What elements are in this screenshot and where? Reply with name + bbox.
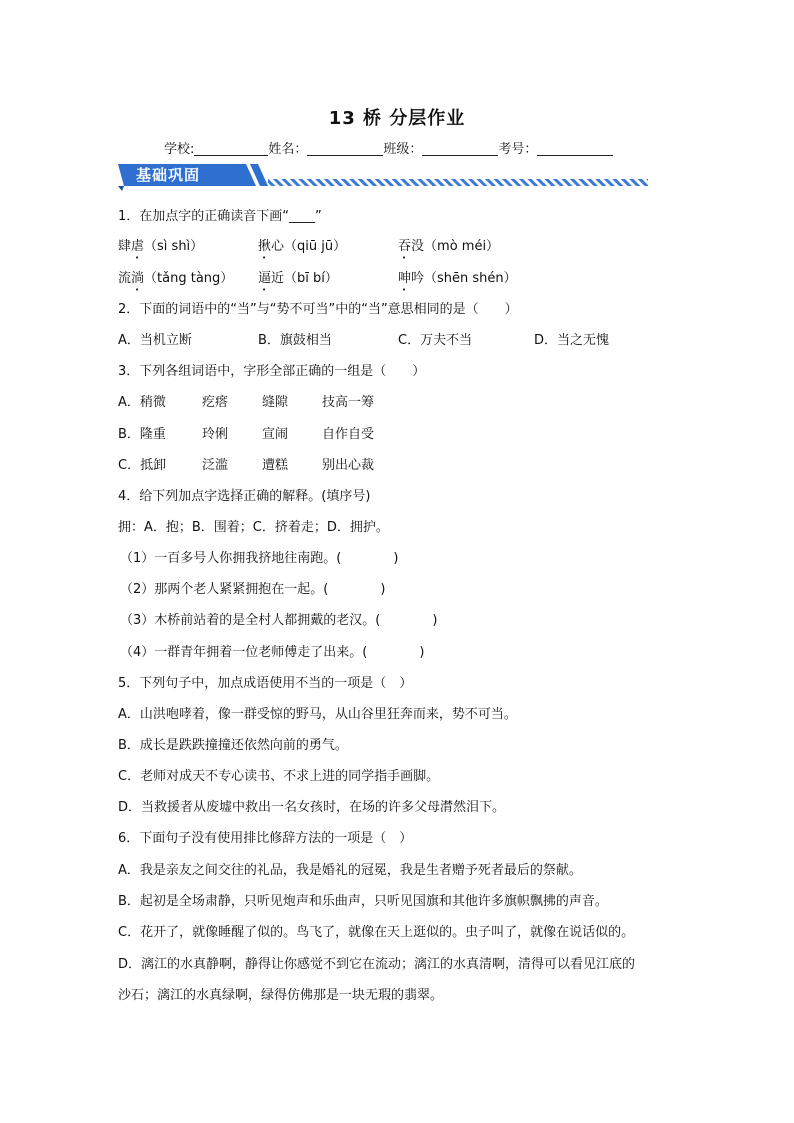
q1-item: 吞没（mò méi）	[398, 239, 500, 254]
q5-option-b[interactable]: B．成长是跌跌撞撞还依然向前的勇气。	[118, 738, 348, 753]
q3-word: B．隆重	[118, 427, 166, 442]
q1-item: 肆虐（sì shì）	[118, 239, 204, 254]
q1-item: 揪心（qiū jū）	[258, 239, 347, 254]
q2-option-a[interactable]: A．当机立断	[118, 333, 192, 348]
name-label: 姓名：	[268, 142, 308, 157]
q3-word: 缝隙	[262, 395, 289, 410]
q6-option-a[interactable]: A．我是亲友之间交往的礼品，我是婚礼的冠冕，我是生者赠予死者最后的祭献。	[118, 863, 582, 878]
q4-stem: 4．给下列加点字选择正确的解释。(填序号)	[118, 489, 371, 504]
name-field[interactable]	[307, 141, 383, 156]
q3-word: C．抵卸	[118, 458, 167, 473]
q6-option-b[interactable]: B．起初是全场肃静，只听见炮声和乐曲声，只听见国旗和其他许多旗帜飘拂的声音。	[118, 894, 608, 909]
page-title: 13 桥 分层作业	[328, 108, 466, 129]
q2-option-c[interactable]: C．万夫不当	[398, 333, 473, 348]
q4-item-2[interactable]: （2）那两个老人紧紧拥抱在一起。( )	[120, 582, 386, 597]
q2-stem: 2．下面的词语中的“当”与“势不可当”中的“当”意思相同的是（ ）	[118, 302, 518, 317]
q2-option-b[interactable]: B．旗鼓相当	[258, 333, 332, 348]
q5-stem: 5．下列句子中，加点成语使用不当的一项是（ ）	[118, 676, 413, 691]
q3-word: 技高一筹	[322, 395, 375, 410]
q3-word: 自作自受	[322, 427, 375, 442]
q3-word: A．稍微	[118, 395, 166, 410]
school-label: 学校:	[164, 142, 195, 157]
q3-word: 别出心裁	[322, 458, 375, 473]
q4-item-4[interactable]: （4）一群青年拥着一位老师傅走了出来。( )	[120, 645, 425, 660]
q6-stem: 6．下面句子没有使用排比修辞方法的一项是（ ）	[118, 831, 413, 846]
q3-word: 疙瘩	[202, 395, 229, 410]
q1-stem: 1．在加点字的正确读音下画“____”	[118, 209, 322, 224]
q6-option-d-continued: 沙石；漓江的水真绿啊，绿得仿佛那是一块无瑕的翡翠。	[118, 988, 444, 1003]
q6-option-d[interactable]: D．漓江的水真静啊，静得让你感觉不到它在流动；漓江的水真清啊，清得可以看见江底的	[118, 957, 636, 972]
q4-item-3[interactable]: （3）木桥前站着的是全村人都拥戴的老汉。( )	[120, 613, 438, 628]
student-info-line	[164, 138, 613, 157]
q5-option-a[interactable]: A．山洪咆哮着，像一群受惊的野马，从山谷里狂奔而来，势不可当。	[118, 707, 517, 722]
exam-number-field[interactable]	[537, 141, 613, 156]
q1-item: 逼近（bī bí）	[258, 271, 338, 286]
q5-option-d[interactable]: D．当救援者从废墟中救出一名女孩时，在场的许多父母潸然泪下。	[118, 800, 506, 815]
q3-word: 遭糕	[262, 458, 289, 473]
q6-option-c[interactable]: C．花开了，就像睡醒了似的。鸟飞了，就像在天上逛似的。虫子叫了，就像在说话似的。	[118, 925, 635, 940]
q3-word: 宣闹	[262, 427, 289, 442]
q4-item-1[interactable]: （1）一百多号人你拥我挤地往南跑。( )	[120, 551, 399, 566]
class-label: 班级：	[383, 142, 423, 157]
q3-word: 玲俐	[202, 427, 229, 442]
q1-item: 流淌（tǎng tàng）	[118, 271, 234, 286]
q4-definition: 拥：A．抱；B．围着；C．挤着走；D．拥护。	[118, 520, 389, 535]
q3-stem: 3．下列各组词语中，字形全部正确的一组是（ ）	[118, 364, 426, 379]
q2-option-d[interactable]: D．当之无愧	[534, 333, 610, 348]
q5-option-c[interactable]: C．老师对成天不专心读书、不求上进的同学指手画脚。	[118, 769, 440, 784]
class-field[interactable]	[422, 141, 498, 156]
section-title: 基础巩固	[136, 166, 201, 184]
q1-item: 呻吟（shēn shén）	[398, 271, 517, 286]
q3-word: 泛滥	[202, 458, 229, 473]
school-field[interactable]	[194, 141, 268, 156]
exam-number-label: 考号：	[498, 142, 538, 157]
